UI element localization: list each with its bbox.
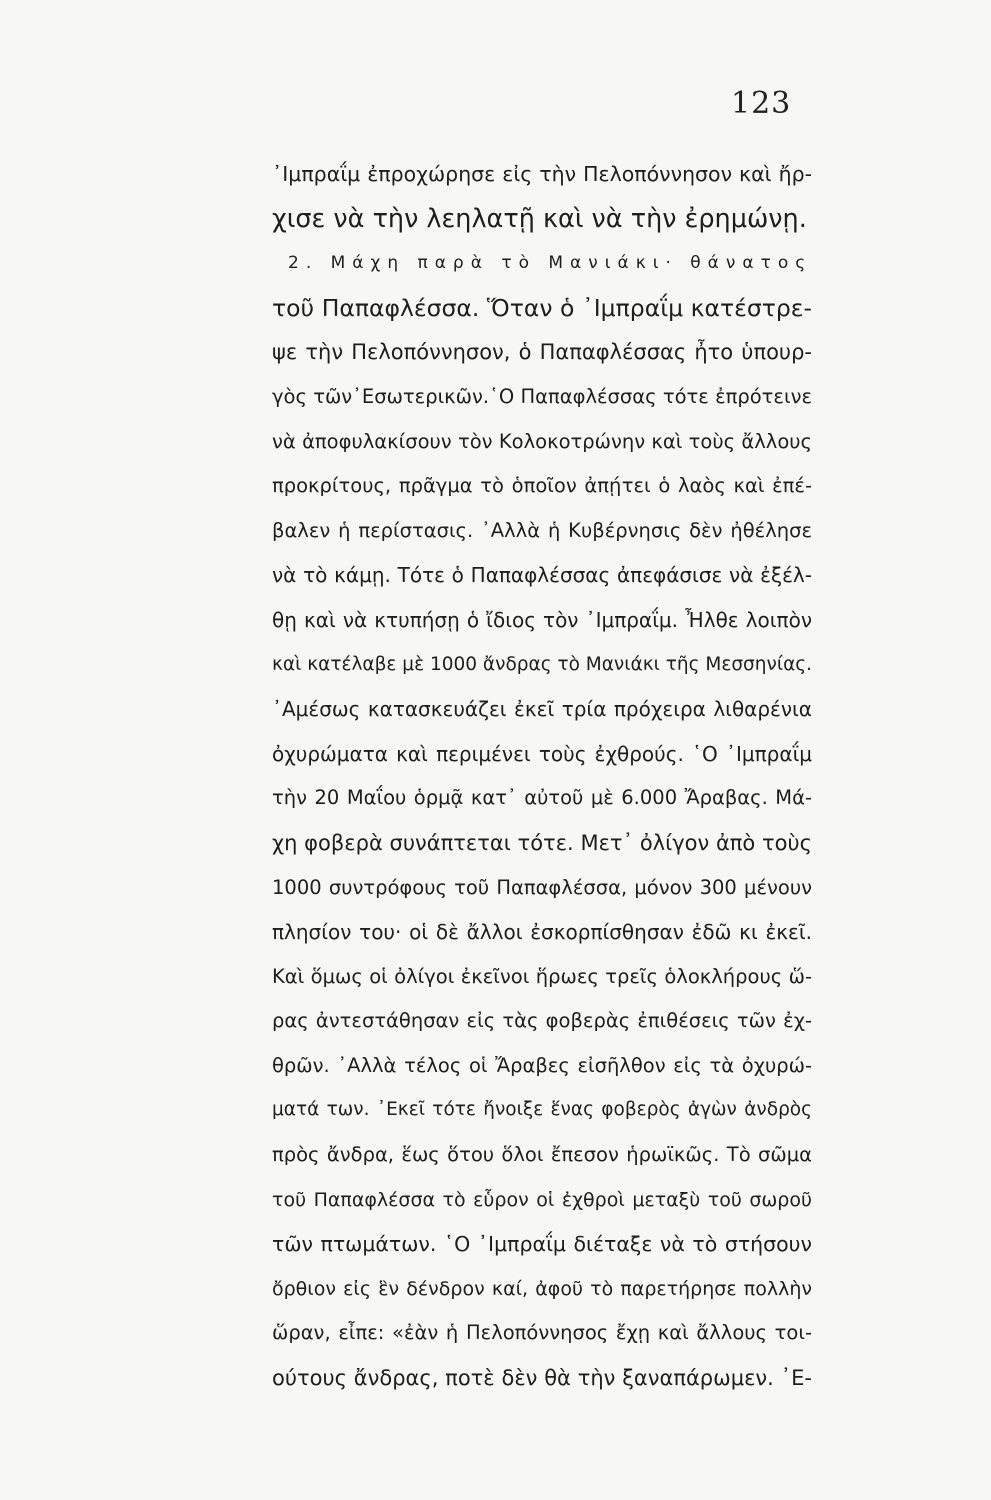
text-line: νὰ τὸ κάμῃ. Τότε ὁ Παπαφλέσσας ἀπεφάσισε νὰ ἐξέλ- — [272, 563, 812, 588]
text-line: 1000 συντρόφους τοῦ Παπαφλέσσα, μόνον 300 μένουν — [272, 875, 812, 899]
text-line: τοῦ Παπαφλέσσα τὸ εὗρον οἱ ἐχθροὶ μεταξὺ τοῦ σωροῦ — [272, 1188, 812, 1211]
text-line: προκρίτους, πρᾶγμα τὸ ὁποῖον ἀπῄτει ὁ λαὸς καὶ ἐπέ- — [272, 474, 812, 498]
text-line: πλησίον του· οἱ δὲ ἄλλοι ἐσκορπίσθησαν ἐδῶ κι ἐκεῖ. — [272, 920, 812, 945]
text-line: καὶ κατέλαβε μὲ 1000 ἄνδρας τὸ Μανιάκι τῆς Μεσσηνίας. — [272, 653, 813, 675]
text-line: χη φοβερὰ συνάπτεται τότε. Μετ᾿ ὀλίγον ἀπὸ τοὺς — [272, 830, 812, 855]
text-line: ὥραν, εἶπε: «ἐὰν ἡ Πελοπόννησος ἔχῃ καὶ ἄλλους τοι- — [272, 1321, 812, 1345]
text-line: χισε νὰ τὴν λεηλατῇ καὶ νὰ τὴν ἐρημώνῃ. — [272, 203, 807, 234]
text-line: ούτους ἄνδρας, ποτὲ δὲν θὰ τὴν ξαναπάρωμεν. ᾿Ε- — [272, 1366, 812, 1391]
text-line: τὴν 20 Μαΐου ὁρμᾷ κατ᾿ αὐτοῦ μὲ 6.000 Ἄραβας. Μά- — [272, 786, 812, 810]
section-heading-line: 2. Μάχη παρὰ τὸ Μανιάκι· θάνατος — [288, 253, 813, 274]
text-line: ᾿Ιμπραΐμ ἐπροχώρησε εἰς τὴν Πελοπόννησον καὶ ἤρ- — [272, 162, 812, 186]
text-line: ὀχυρώματα καὶ περιμένει τοὺς ἐχθρούς. ῾Ο ᾿Ιμπραΐμ — [272, 741, 812, 766]
text-line: ματά των. ᾿Εκεῖ τότε ἤνοιξε ἕνας φοβερὸς ἀγὼν ἀνδρὸς — [272, 1099, 812, 1121]
text-line: θρῶν. ᾿Αλλὰ τέλος οἱ Ἄραβες εἰσῆλθον εἰς τὰ ὀχυρώ- — [272, 1053, 812, 1077]
section-heading-line: τοῦ Παπαφλέσσα. Ὅταν ὁ ᾿Ιμπραΐμ κατέστρε- — [272, 293, 812, 322]
text-line: ρας ἀντεστάθησαν εἰς τὰς φοβερὰς ἐπιθέσεις τῶν ἐχ- — [272, 1009, 812, 1033]
text-line: τῶν πτωμάτων. ῾Ο ᾿Ιμπραΐμ διέταξε νὰ τὸ στήσουν — [272, 1232, 812, 1257]
text-line: ᾿Αμέσως κατασκευάζει ἐκεῖ τρία πρόχειρα λιθαρένια — [272, 697, 812, 722]
bleed-through-shadow — [820, 190, 991, 1390]
body-text — [272, 152, 812, 1401]
text-line: νὰ ἀποφυλακίσουν τὸν Κολοκοτρώνην καὶ τοὺς ἄλλους — [272, 429, 812, 453]
text-line: θῃ καὶ νὰ κτυπήσῃ ὁ ἴδιος τὸν ᾿Ιμπραΐμ. Ἦλθε λοιπὸν — [272, 607, 812, 632]
text-line: γὸς τῶν᾿Εσωτερικῶν.῾Ο Παπαφλέσσας τότε ἐπρότεινε — [272, 384, 812, 408]
text-line: ὄρθιον εἰς ἓν δένδρον καί, ἀφοῦ τὸ παρετήρησε πολλὴν — [272, 1277, 812, 1300]
text-line: πρὸς ἄνδρα, ἕως ὅτου ὅλοι ἔπεσον ἡρωϊκῶς. Τὸ σῶμα — [272, 1143, 812, 1167]
text-line: βαλεν ἡ περίστασις. ᾿Αλλὰ ἡ Κυβέρνησις δὲν ἠθέλησε — [272, 518, 812, 542]
text-line: Καὶ ὅμως οἱ ὀλίγοι ἐκεῖνοι ἥρωες τρεῖς ὁλοκλήρους ὥ- — [272, 964, 812, 988]
text-line: ψε τὴν Πελοπόννησον, ὁ Παπαφλέσσας ἦτο ὑπουρ- — [272, 340, 812, 365]
page-number: 123 — [731, 86, 792, 121]
